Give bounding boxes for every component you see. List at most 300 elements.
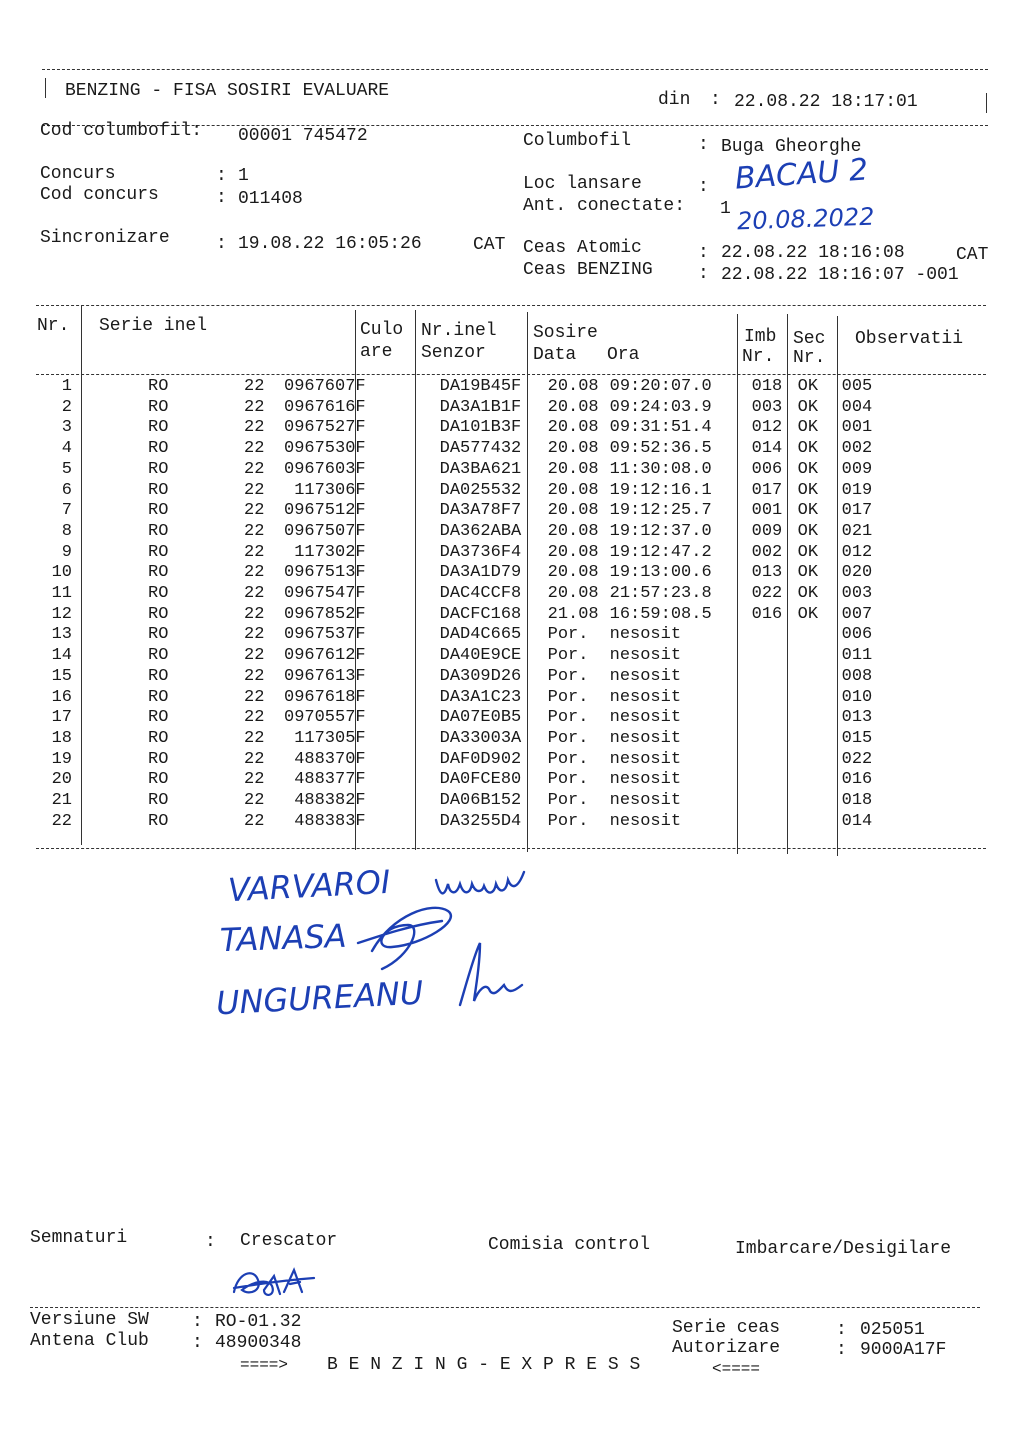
chip-id: DA0FCE80 — [439, 770, 522, 790]
ring-number: 117302F — [294, 542, 366, 562]
arrival-time: nesosit — [609, 687, 682, 707]
color-cell — [366, 481, 438, 502]
country-code: RO — [148, 666, 169, 686]
ring-year: 22 — [244, 604, 265, 624]
autorizare-value: 9000A17F — [860, 1340, 947, 1360]
ring-number: 0967513F — [284, 563, 366, 583]
basket-number: 006 — [751, 459, 783, 479]
ring-number: 0967527F — [284, 418, 366, 438]
ring-number: 117306F — [294, 480, 366, 500]
country-code: RO — [148, 418, 169, 438]
arrival-date: Por. — [547, 646, 589, 666]
antena-colon: : — [192, 1333, 203, 1353]
header-right-border — [986, 93, 987, 113]
ring-year: 22 — [244, 377, 265, 396]
security-status: OK — [797, 418, 819, 438]
arrivals-table — [34, 377, 902, 832]
security-status — [798, 646, 842, 667]
basket-number — [752, 750, 798, 771]
ring-year: 22 — [244, 521, 265, 541]
security-status: OK — [797, 542, 819, 562]
crescator-label: Crescator — [240, 1231, 338, 1251]
ring-year: 22 — [244, 749, 265, 769]
basket-number — [752, 625, 798, 646]
row-number: 15 — [51, 666, 72, 686]
observation: 014 — [841, 811, 873, 831]
arrival-date: 20.08 — [547, 584, 599, 604]
print-date-colon: : — [710, 90, 721, 110]
columbofil-value: Buga Gheorghe — [721, 137, 862, 157]
row-number: 11 — [51, 584, 72, 604]
print-date: 22.08.22 18:17:01 — [734, 92, 918, 112]
imbarcare-label: Imbarcare/Desigilare — [735, 1239, 952, 1259]
color-cell — [366, 750, 438, 771]
country-code: RO — [148, 501, 169, 521]
country-code: RO — [148, 459, 169, 479]
ring-number: 0967852F — [284, 604, 366, 624]
ring-year: 22 — [244, 625, 265, 645]
security-status — [798, 791, 842, 812]
security-status: OK — [797, 397, 819, 417]
arrival-time: 19:13:00.6 — [609, 563, 712, 583]
table-top-rule — [36, 305, 986, 306]
color-cell — [366, 729, 438, 750]
basket-number: 001 — [751, 501, 783, 521]
basket-number — [752, 812, 798, 833]
arrival-time: nesosit — [609, 646, 682, 666]
basket-number: 012 — [751, 418, 783, 438]
security-status — [798, 667, 842, 688]
arrivals-table-body — [34, 377, 902, 832]
ring-year: 22 — [244, 811, 265, 831]
arrival-date: 20.08 — [547, 439, 599, 459]
col-header-nr: Nr. — [37, 316, 70, 336]
sincronizare-label: Sincronizare — [40, 228, 170, 248]
cod-concurs-colon: : — [216, 188, 227, 208]
arrival-date: Por. — [547, 749, 589, 769]
arrival-time: 19:12:37.0 — [609, 521, 712, 541]
row-number: 21 — [51, 791, 72, 811]
ring-number: 0967547F — [284, 584, 366, 604]
ring-number: 0967507F — [284, 521, 366, 541]
chip-id: DA362ABA — [439, 521, 522, 541]
table-row — [34, 729, 902, 750]
color-cell — [366, 625, 438, 646]
footer-rule — [30, 1307, 980, 1308]
chip-id: DA309D26 — [439, 666, 522, 686]
arrival-time: nesosit — [609, 749, 682, 769]
observation: 001 — [841, 418, 873, 438]
ring-number: 488377F — [294, 770, 366, 790]
country-code: RO — [148, 791, 169, 811]
benzing-express-banner: B E N Z I N G - E X P R E S S — [327, 1355, 641, 1375]
arrival-date: 21.08 — [547, 604, 599, 624]
observation: 016 — [841, 770, 873, 790]
row-number: 16 — [51, 687, 72, 707]
observation: 019 — [841, 480, 873, 500]
autorizare-colon: : — [836, 1340, 847, 1360]
chip-id: DA07E0B5 — [439, 708, 522, 728]
ring-year: 22 — [244, 459, 265, 479]
observation: 004 — [841, 397, 873, 417]
chip-id: DA3A1B1F — [439, 397, 522, 417]
color-cell — [366, 543, 438, 564]
table-row — [34, 708, 902, 729]
security-status: OK — [797, 521, 819, 541]
serie-ceas-value: 025051 — [860, 1320, 925, 1340]
observation: 010 — [841, 687, 873, 707]
versiune-colon: : — [192, 1312, 203, 1332]
arrival-time: 19:12:25.7 — [609, 501, 712, 521]
row-number: 13 — [51, 625, 72, 645]
row-number: 18 — [51, 728, 72, 748]
security-status — [798, 812, 842, 833]
security-status: OK — [797, 563, 819, 583]
chip-id: DAF0D902 — [439, 749, 522, 769]
col-header-observatii: Observatii — [855, 329, 964, 349]
color-cell — [366, 708, 438, 729]
form-title: BENZING - FISA SOSIRI EVALUARE — [65, 81, 390, 101]
autorizare-label: Autorizare — [672, 1338, 781, 1358]
witness-3-signature — [450, 935, 530, 1015]
basket-number: 002 — [751, 542, 783, 562]
table-header-rule — [36, 374, 986, 375]
color-cell — [366, 418, 438, 439]
row-number: 8 — [61, 521, 72, 541]
observation: 003 — [841, 584, 873, 604]
print-date-label: din — [658, 90, 691, 110]
ring-year: 22 — [244, 791, 265, 811]
table-row — [34, 750, 902, 771]
ring-year: 22 — [244, 542, 265, 562]
ring-year: 22 — [244, 687, 265, 707]
ring-number: 0967512F — [284, 501, 366, 521]
observation: 020 — [841, 563, 873, 583]
signatures-colon: : — [205, 1232, 216, 1252]
ring-number: 0967603F — [284, 459, 366, 479]
chip-id: DA19B45F — [439, 377, 522, 396]
cod-columbofil-value: 00001 745472 — [238, 126, 368, 146]
sincronizare-colon: : — [216, 234, 227, 254]
col-header-data: Data — [533, 345, 577, 365]
columbofil-colon: : — [698, 135, 709, 155]
chip-id: DA101B3F — [439, 418, 522, 438]
arrival-date: Por. — [547, 666, 589, 686]
basket-number: 009 — [751, 521, 783, 541]
row-number: 22 — [51, 811, 72, 831]
chip-id: DA3A1C23 — [439, 687, 522, 707]
concurs-value: 1 — [238, 166, 249, 186]
arrival-time: 19:12:47.2 — [609, 542, 712, 562]
country-code: RO — [148, 439, 169, 459]
concurs-colon: : — [216, 166, 227, 186]
observation: 006 — [841, 625, 873, 645]
col-header-serie-inel: Serie inel — [99, 316, 208, 336]
ring-year: 22 — [244, 708, 265, 728]
color-cell — [366, 563, 438, 584]
witness-2-name: TANASA — [219, 916, 348, 960]
witness-1-name: VARVAROI — [227, 862, 392, 910]
security-status: OK — [797, 604, 819, 624]
ring-year: 22 — [244, 584, 265, 604]
security-status — [798, 688, 842, 709]
table-row — [34, 439, 902, 460]
banner-left-arrow: ====> — [240, 1356, 289, 1374]
color-cell — [366, 398, 438, 419]
arrival-date: 20.08 — [547, 377, 599, 396]
table-row — [34, 812, 902, 833]
country-code: RO — [148, 397, 169, 417]
header-left-border — [45, 78, 46, 98]
observation: 015 — [841, 728, 873, 748]
arrival-date: 20.08 — [547, 501, 599, 521]
arrival-date: 20.08 — [547, 542, 599, 562]
chip-id: DACFC168 — [439, 604, 522, 624]
security-status: OK — [797, 584, 819, 604]
crescator-signature — [228, 1262, 320, 1302]
ceas-atomic-colon: : — [698, 243, 709, 263]
basket-number: 017 — [751, 480, 783, 500]
chip-id: DA40E9CE — [439, 646, 522, 666]
security-status — [798, 708, 842, 729]
arrival-date: Por. — [547, 625, 589, 645]
observation: 002 — [841, 439, 873, 459]
security-status: OK — [797, 501, 819, 521]
country-code: RO — [148, 728, 169, 748]
arrival-date: Por. — [547, 708, 589, 728]
ring-number: 0967612F — [284, 646, 366, 666]
arrival-time: nesosit — [609, 625, 682, 645]
observation: 017 — [841, 501, 873, 521]
ring-number: 117305F — [294, 728, 366, 748]
col-header-sec-2: Nr. — [793, 348, 826, 368]
observation: 021 — [841, 521, 873, 541]
table-row — [34, 398, 902, 419]
row-number: 4 — [61, 439, 72, 459]
row-number: 7 — [61, 501, 72, 521]
ring-year: 22 — [244, 563, 265, 583]
col-header-culoare-1: Culo — [360, 320, 404, 340]
basket-number: 018 — [751, 377, 783, 396]
color-cell — [366, 439, 438, 460]
ring-number: 0967607F — [284, 377, 366, 396]
color-cell — [366, 667, 438, 688]
observation: 022 — [841, 749, 873, 769]
observation: 018 — [841, 791, 873, 811]
ring-number: 0970557F — [284, 708, 366, 728]
arrival-date: Por. — [547, 770, 589, 790]
serie-ceas-label: Serie ceas — [672, 1318, 781, 1338]
chip-id: DA3A78F7 — [439, 501, 522, 521]
ring-year: 22 — [244, 418, 265, 438]
arrival-time: nesosit — [609, 791, 682, 811]
country-code: RO — [148, 625, 169, 645]
color-cell — [366, 791, 438, 812]
ring-number: 0967616F — [284, 397, 366, 417]
ring-number: 488382F — [294, 791, 366, 811]
col-header-imb-2: Nr. — [742, 347, 775, 367]
basket-number — [752, 688, 798, 709]
col-header-nr-inel-1: Nr.inel — [421, 321, 497, 341]
col-header-culoare-2: are — [360, 342, 393, 362]
serie-ceas-colon: : — [836, 1320, 847, 1340]
table-row — [34, 791, 902, 812]
table-row — [34, 418, 902, 439]
arrival-date: Por. — [547, 791, 589, 811]
basket-number: 016 — [751, 604, 783, 624]
table-row — [34, 522, 902, 543]
arrival-time: 21:57:23.8 — [609, 584, 712, 604]
table-row — [34, 770, 902, 791]
arrival-time: nesosit — [609, 728, 682, 748]
basket-number: 003 — [751, 397, 783, 417]
ant-conectate-value: 1 — [720, 199, 731, 219]
table-bottom-rule — [36, 848, 986, 849]
columbofil-label: Columbofil — [523, 131, 632, 151]
versiune-value: RO-01.32 — [215, 1312, 302, 1332]
ring-year: 22 — [244, 728, 265, 748]
table-row — [34, 605, 902, 626]
country-code: RO — [148, 377, 169, 396]
color-cell — [366, 584, 438, 605]
country-code: RO — [148, 646, 169, 666]
security-status: OK — [797, 459, 819, 479]
row-number: 14 — [51, 646, 72, 666]
witness-3-name: UNGUREANU — [215, 973, 425, 1023]
table-row — [34, 625, 902, 646]
table-row — [34, 543, 902, 564]
arrival-time: 09:24:03.9 — [609, 397, 712, 417]
ceas-atomic-label: Ceas Atomic — [523, 238, 642, 258]
chip-id: DA025532 — [439, 480, 522, 500]
banner-right-arrow: <==== — [712, 1360, 761, 1378]
color-cell — [366, 812, 438, 833]
arrival-time: 11:30:08.0 — [609, 459, 712, 479]
observation: 011 — [841, 646, 873, 666]
arrival-time: 09:20:07.0 — [609, 377, 712, 396]
chip-id: DA577432 — [439, 439, 522, 459]
country-code: RO — [148, 687, 169, 707]
arrival-time: nesosit — [609, 666, 682, 686]
table-row — [34, 667, 902, 688]
security-status — [798, 770, 842, 791]
country-code: RO — [148, 480, 169, 500]
ring-number: 0967530F — [284, 439, 366, 459]
antena-label: Antena Club — [30, 1331, 149, 1351]
basket-number: 013 — [751, 563, 783, 583]
color-cell — [366, 377, 438, 398]
row-number: 19 — [51, 749, 72, 769]
col-header-ora: Ora — [607, 345, 640, 365]
ring-year: 22 — [244, 646, 265, 666]
ring-year: 22 — [244, 480, 265, 500]
security-status — [798, 750, 842, 771]
chip-id: DA3BA621 — [439, 459, 522, 479]
table-row — [34, 377, 902, 398]
arrival-date: 20.08 — [547, 459, 599, 479]
security-status — [798, 625, 842, 646]
arrival-time: nesosit — [609, 770, 682, 790]
country-code: RO — [148, 604, 169, 624]
cod-concurs-value: 011408 — [238, 189, 303, 209]
row-number: 9 — [61, 542, 72, 562]
country-code: RO — [148, 542, 169, 562]
arrival-date: 20.08 — [547, 563, 599, 583]
row-number: 6 — [61, 480, 72, 500]
col-header-imb-1: Imb — [744, 327, 777, 347]
country-code: RO — [148, 708, 169, 728]
chip-id: DA33003A — [439, 728, 522, 748]
concurs-label: Concurs — [40, 164, 116, 184]
table-row — [34, 481, 902, 502]
observation: 012 — [841, 542, 873, 562]
arrival-date: Por. — [547, 811, 589, 831]
ring-year: 22 — [244, 501, 265, 521]
ring-number: 488370F — [294, 749, 366, 769]
basket-number: 022 — [751, 584, 783, 604]
ring-number: 0967613F — [284, 666, 366, 686]
table-row — [34, 584, 902, 605]
security-status: OK — [797, 439, 819, 459]
color-cell — [366, 646, 438, 667]
ring-number: 0967537F — [284, 625, 366, 645]
loc-lansare-colon: : — [698, 177, 709, 197]
arrival-time: 19:12:16.1 — [609, 480, 712, 500]
ring-year: 22 — [244, 770, 265, 790]
signatures-label: Semnaturi — [30, 1228, 128, 1248]
table-row — [34, 688, 902, 709]
observation: 007 — [841, 604, 873, 624]
table-row — [34, 501, 902, 522]
color-cell — [366, 460, 438, 481]
table-row — [34, 646, 902, 667]
arrival-date: Por. — [547, 687, 589, 707]
row-number: 20 — [51, 770, 72, 790]
ring-year: 22 — [244, 397, 265, 417]
observation: 008 — [841, 666, 873, 686]
arrival-time: nesosit — [609, 708, 682, 728]
basket-number: 014 — [751, 439, 783, 459]
arrival-date: 20.08 — [547, 418, 599, 438]
color-cell — [366, 688, 438, 709]
chip-id: DAD4C665 — [439, 625, 522, 645]
observation: 005 — [841, 377, 873, 396]
observation: 013 — [841, 708, 873, 728]
table-row — [34, 563, 902, 584]
arrival-time: 09:52:36.5 — [609, 439, 712, 459]
color-cell — [366, 501, 438, 522]
chip-id: DA3A1D79 — [439, 563, 522, 583]
arrival-time: 16:59:08.5 — [609, 604, 712, 624]
security-status: OK — [797, 377, 819, 396]
basket-number — [752, 791, 798, 812]
header-top-rule — [42, 69, 988, 70]
release-date-handwritten: 20.08.2022 — [736, 202, 875, 236]
row-number: 5 — [61, 459, 72, 479]
color-cell — [366, 522, 438, 543]
row-number: 2 — [61, 397, 72, 417]
ceas-benzing-label: Ceas BENZING — [523, 260, 653, 280]
observation: 009 — [841, 459, 873, 479]
ant-conectate-label: Ant. conectate: — [523, 196, 686, 216]
loc-lansare-label: Loc lansare — [523, 174, 642, 194]
ceas-atomic-tz: CAT — [956, 245, 989, 265]
basket-number — [752, 646, 798, 667]
cod-concurs-label: Cod concurs — [40, 185, 159, 205]
col-header-nr-inel-2: Senzor — [421, 343, 486, 363]
ring-number: 0967618F — [284, 687, 366, 707]
chip-id: DA06B152 — [439, 791, 522, 811]
